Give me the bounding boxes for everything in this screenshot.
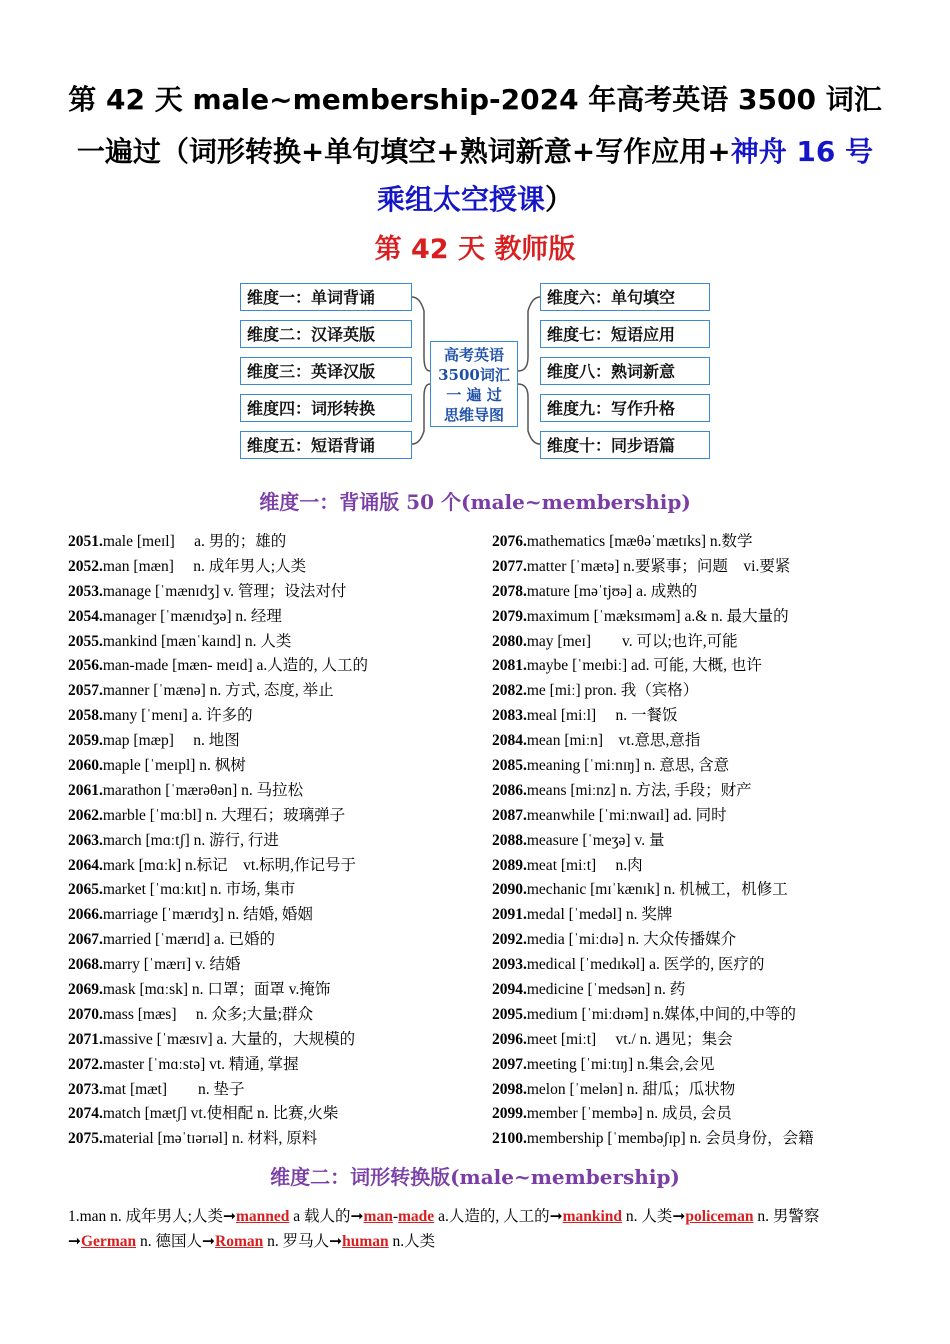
vocab-text: mean [miːn] vt.意思,意指 — [526, 732, 701, 750]
vocab-text: many [ˈmenɪ] a. 许多的 — [102, 707, 253, 725]
vocab-number: 2053. — [68, 582, 103, 600]
vocab-text: map [mæp] n. 地图 — [102, 732, 240, 750]
vocab-entry — [68, 878, 488, 903]
vocab-number: 2094. — [492, 981, 527, 999]
vocab-entry — [492, 654, 912, 679]
vocab-entry — [492, 829, 912, 854]
vocab-entry — [68, 754, 488, 779]
title-line-3-highlight: 乘组太空授课 — [376, 183, 545, 216]
vocab-text: manager [ˈmænɪdʒə] n. 经理 — [102, 607, 282, 625]
vocab-text: mark [mɑːk] n.标记 vt.标明,作记号于 — [102, 856, 356, 874]
vocab-entry — [492, 953, 912, 978]
vocab-text: meat [miːt] n.肉 — [526, 856, 643, 874]
vocab-column-right — [492, 530, 912, 1152]
transform-text: 1.man n. 成年男人;人类 — [68, 1208, 223, 1225]
vocab-text: medium [ˈmiːdɪəm] n.媒体,中间的,中等的 — [526, 1005, 796, 1023]
vocab-entry — [492, 754, 912, 779]
vocab-entry — [492, 1127, 912, 1152]
vocab-number: 2089. — [492, 856, 527, 874]
transform-text: n. 男警察 — [753, 1208, 820, 1225]
vocab-number: 2072. — [68, 1055, 103, 1073]
vocab-entry — [492, 1003, 912, 1028]
vocab-text: melon [ˈmelən] n. 甜瓜；瓜状物 — [526, 1080, 736, 1098]
vocab-number: 2095. — [492, 1005, 527, 1023]
vocab-number: 2084. — [492, 732, 527, 750]
vocab-text: member [ˈmembə] n. 成员, 会员 — [526, 1105, 732, 1123]
vocab-text: match [mætʃ] vt.使相配 n. 比赛,火柴 — [102, 1105, 339, 1123]
vocab-number: 2061. — [68, 781, 103, 799]
vocab-text: mask [mɑːsk] n. 口罩；面罩 v.掩饰 — [102, 981, 331, 999]
center-line: 一 遍 过 — [446, 386, 502, 404]
vocab-entry — [492, 555, 912, 580]
vocab-text: me [miː] pron. 我（宾格） — [526, 682, 699, 700]
vocab-number: 2098. — [492, 1080, 527, 1098]
vocab-number: 2080. — [492, 632, 527, 650]
mind-map-dim-4: 维度四：词形转换 — [240, 394, 412, 422]
vocab-number: 2070. — [68, 1005, 103, 1023]
vocab-text: married [ˈmærɪd] a. 已婚的 — [102, 931, 276, 949]
arrow-icon: ➞ — [549, 1208, 563, 1225]
vocab-number: 2066. — [68, 906, 103, 924]
mind-map-dim-5: 维度五：短语背诵 — [240, 431, 412, 459]
answer: mankind — [562, 1208, 623, 1225]
vocab-text: master [ˈmɑːstə] vt. 精通, 掌握 — [102, 1055, 299, 1073]
vocab-entry — [492, 729, 912, 754]
vocab-entry — [492, 704, 912, 729]
vocab-text: marriage [ˈmærɪdʒ] n. 结婚, 婚姻 — [102, 906, 313, 924]
arrow-icon: ➞ — [68, 1233, 81, 1250]
vocab-text: march [mɑːtʃ] n. 游行, 行进 — [102, 831, 279, 849]
vocab-text: mathematics [mæθəˈmætɪks] n.数学 — [526, 533, 753, 550]
vocab-entry — [68, 978, 488, 1003]
vocab-text: meal [miːl] n. 一餐饭 — [526, 707, 678, 725]
vocab-text: material [məˈtɪərɪəl] n. 材料, 原料 — [102, 1130, 318, 1148]
vocab-text: massive [ˈmæsɪv] a. 大量的，大规模的 — [102, 1030, 356, 1048]
vocab-number: 2078. — [492, 582, 527, 600]
vocab-text: marble [ˈmɑːbl] n. 大理石；玻璃弹子 — [102, 806, 346, 824]
vocab-number: 2058. — [68, 707, 103, 725]
vocab-entry — [68, 679, 488, 704]
vocab-text: maximum [ˈmæksɪməm] a.& n. 最大量的 — [526, 607, 789, 625]
vocab-entry — [492, 779, 912, 804]
vocab-entry — [68, 555, 488, 580]
vocab-text: medicine [ˈmedsən] n. 药 — [526, 981, 686, 999]
section-1-heading: 维度一：背诵版 50 个(male~membership) — [259, 490, 691, 514]
vocab-entry — [68, 704, 488, 729]
title-line-1: 第 42 天 male~membership-2024 年高考英语 3500 词汇 — [68, 83, 882, 116]
vocab-number: 2060. — [68, 757, 103, 775]
vocab-entry — [68, 1078, 488, 1103]
vocab-number: 2092. — [492, 931, 527, 949]
vocab-entry — [68, 1102, 488, 1127]
vocab-text: medical [ˈmedɪkəl] a. 医学的, 医疗的 — [526, 956, 765, 974]
mind-map-dim-10: 维度十：同步语篇 — [540, 431, 710, 459]
answer: man — [363, 1208, 393, 1225]
vocab-number: 2085. — [492, 757, 527, 775]
vocab-number: 2099. — [492, 1105, 527, 1123]
vocab-entry — [68, 729, 488, 754]
vocab-entry — [68, 1003, 488, 1028]
vocab-entry — [492, 605, 912, 630]
vocab-entry — [68, 1053, 488, 1078]
vocab-entry — [68, 654, 488, 679]
mind-map-dim-2: 维度二：汉译英版 — [240, 320, 412, 348]
vocab-number: 2100. — [492, 1130, 527, 1148]
transform-text: a.人造的, 人工的 — [434, 1208, 550, 1225]
vocab-entry — [68, 804, 488, 829]
arrow-icon: ➞ — [672, 1208, 686, 1225]
vocab-number: 2059. — [68, 732, 103, 750]
mind-map — [240, 281, 712, 461]
vocab-entry — [492, 1102, 912, 1127]
title-line-3 — [40, 174, 910, 226]
title-line-2-text: 一遍过（词形转换+单句填空+熟词新意+写作应用+ — [76, 135, 731, 168]
vocab-entry — [492, 1078, 912, 1103]
vocab-text: mat [mæt] n. 垫子 — [102, 1080, 245, 1098]
title-line-2 — [40, 126, 910, 178]
vocab-number: 2062. — [68, 806, 103, 824]
title-line-2-highlight: 神舟 16 号 — [730, 135, 874, 168]
vocab-entry — [492, 804, 912, 829]
vocab-entry — [68, 1127, 488, 1152]
edition-subtitle: 第 42 天 教师版 — [374, 234, 576, 265]
vocab-text: mechanic [mɪˈkænɪk] n. 机械工，机修工 — [526, 881, 788, 899]
vocab-entry — [68, 530, 488, 555]
vocab-number: 2091. — [492, 906, 527, 924]
answer: made — [398, 1208, 435, 1225]
transform-text: n.人类 — [388, 1233, 436, 1250]
vocab-entry — [492, 878, 912, 903]
vocab-text: mass [mæs] n. 众多;大量;群众 — [102, 1005, 313, 1023]
vocab-text: manner [ˈmænə] n. 方式, 态度, 举止 — [102, 682, 334, 700]
arrow-icon: ➞ — [202, 1233, 215, 1250]
vocab-number: 2079. — [492, 607, 527, 625]
transform-text: a 载人的 — [289, 1208, 351, 1225]
vocab-entry — [68, 580, 488, 605]
vocab-number: 2076. — [492, 533, 527, 550]
transform-text: n. 罗马人 — [263, 1233, 330, 1250]
vocab-entry — [492, 630, 912, 655]
vocab-number: 2067. — [68, 931, 103, 949]
transform-text: n. 德国人 — [136, 1233, 202, 1250]
mind-map-center — [430, 341, 518, 427]
answer: manned — [236, 1208, 290, 1225]
section-2-heading: 维度二：词形转换版(male~membership) — [270, 1165, 680, 1189]
vocab-entry — [68, 605, 488, 630]
vocab-number: 2090. — [492, 881, 527, 899]
vocab-number: 2057. — [68, 682, 103, 700]
vocab-text: mankind [mænˈkaɪnd] n. 人类 — [102, 632, 292, 650]
vocab-text: measure [ˈmeʒə] v. 量 — [526, 831, 665, 849]
vocab-entry — [492, 903, 912, 928]
vocab-number: 2096. — [492, 1030, 527, 1048]
vocab-number: 2064. — [68, 856, 103, 874]
vocab-text: manage [ˈmænɪdʒ] v. 管理；设法对付 — [102, 582, 347, 600]
vocab-text: matter [ˈmætə] n.要紧事；问题 vi.要紧 — [526, 557, 791, 575]
vocab-text: marry [ˈmærɪ] v. 结婚 — [102, 956, 241, 974]
answer: policeman — [685, 1208, 754, 1225]
vocab-entry — [492, 580, 912, 605]
transform-text: n. 人类 — [622, 1208, 673, 1225]
vocab-column-left — [68, 530, 488, 1152]
vocab-text: maybe [ˈmeɪbiː] ad. 可能, 大概, 也许 — [526, 657, 762, 675]
mind-map-dim-6: 维度六：单句填空 — [540, 283, 710, 311]
vocab-number: 2077. — [492, 557, 527, 575]
vocab-entry — [68, 854, 488, 879]
vocab-entry — [68, 1028, 488, 1053]
vocab-number: 2065. — [68, 881, 103, 899]
vocab-number: 2063. — [68, 831, 103, 849]
vocab-number: 2055. — [68, 632, 103, 650]
vocab-number: 2056. — [68, 657, 103, 675]
vocab-entry — [492, 530, 912, 555]
vocab-number: 2087. — [492, 806, 527, 824]
vocab-entry — [492, 854, 912, 879]
arrow-icon: ➞ — [350, 1208, 364, 1225]
vocab-text: may [meɪ] v. 可以;也许,可能 — [526, 632, 738, 650]
vocab-number: 2069. — [68, 981, 103, 999]
vocab-entry — [68, 928, 488, 953]
mind-map-dim-9: 维度九：写作升格 — [540, 394, 710, 422]
vocab-text: market [ˈmɑːkɪt] n. 市场, 集市 — [102, 881, 296, 899]
vocab-text: meet [miːt] vt./ n. 遇见；集会 — [526, 1030, 733, 1048]
mind-map-dim-3: 维度三：英译汉版 — [240, 357, 412, 385]
vocab-text: maple [ˈmeɪpl] n. 枫树 — [102, 757, 246, 775]
center-line: 思维导图 — [443, 406, 504, 424]
mind-map-dim-8: 维度八：熟词新意 — [540, 357, 710, 385]
vocab-number: 2054. — [68, 607, 103, 625]
vocab-text: mature [məˈtjʊə] a. 成熟的 — [526, 582, 698, 600]
vocab-number: 2093. — [492, 956, 527, 974]
vocab-text: means [miːnz] n. 方法, 手段；财产 — [526, 781, 752, 799]
vocab-number: 2097. — [492, 1055, 527, 1073]
vocab-number: 2082. — [492, 682, 527, 700]
vocab-text: meaning [ˈmiːnɪŋ] n. 意思, 含意 — [526, 757, 730, 775]
vocab-entry — [68, 829, 488, 854]
vocab-text: marathon [ˈmærəθən] n. 马拉松 — [102, 781, 304, 799]
title-line-3-text: ） — [545, 183, 574, 216]
vocab-number: 2073. — [68, 1080, 103, 1098]
center-line: 3500词汇 — [438, 366, 510, 384]
answer: German — [81, 1233, 137, 1250]
vocab-number: 2083. — [492, 707, 527, 725]
vocab-entry — [492, 928, 912, 953]
vocab-entry — [68, 953, 488, 978]
answer: Roman — [215, 1233, 264, 1250]
vocab-text: medal [ˈmedəl] n. 奖牌 — [526, 906, 673, 924]
vocab-text: membership [ˈmembəʃɪp] n. 会员身份，会籍 — [526, 1130, 814, 1148]
vocab-entry — [68, 903, 488, 928]
mind-map-dim-1: 维度一：单词背诵 — [240, 283, 412, 311]
answer: human — [342, 1233, 389, 1250]
vocab-entry — [492, 978, 912, 1003]
vocab-entry — [492, 679, 912, 704]
vocab-text: man [mæn] n. 成年男人;人类 — [102, 557, 307, 575]
vocab-number: 2086. — [492, 781, 527, 799]
vocab-number: 2088. — [492, 831, 527, 849]
vocab-number: 2075. — [68, 1130, 103, 1148]
vocab-number: 2071. — [68, 1030, 103, 1048]
vocab-number: 2051. — [68, 533, 103, 550]
mind-map-dim-7: 维度七：短语应用 — [540, 320, 710, 348]
vocab-number: 2081. — [492, 657, 527, 675]
vocab-text: man-made [mæn- meɪd] a.人造的, 人工的 — [102, 657, 369, 675]
vocab-text: media [ˈmiːdɪə] n. 大众传播媒介 — [526, 931, 737, 949]
word-transform-paragraph — [68, 1204, 886, 1254]
vocab-text: meeting [ˈmiːtɪŋ] n.集会,会见 — [526, 1055, 715, 1073]
transform-dash: - — [392, 1208, 399, 1225]
vocab-number: 2052. — [68, 557, 103, 575]
center-line: 高考英语 — [443, 346, 504, 364]
vocab-text: meanwhile [ˈmiːnwaɪl] ad. 同时 — [526, 806, 727, 824]
vocab-entry — [68, 630, 488, 655]
vocab-text: male [meɪl] a. 男的；雄的 — [102, 533, 287, 550]
arrow-icon: ➞ — [223, 1208, 236, 1225]
arrow-icon: ➞ — [329, 1233, 343, 1250]
vocab-entry — [492, 1053, 912, 1078]
vocab-entry — [492, 1028, 912, 1053]
vocab-number: 2074. — [68, 1105, 103, 1123]
vocab-number: 2068. — [68, 956, 103, 974]
vocab-entry — [68, 779, 488, 804]
